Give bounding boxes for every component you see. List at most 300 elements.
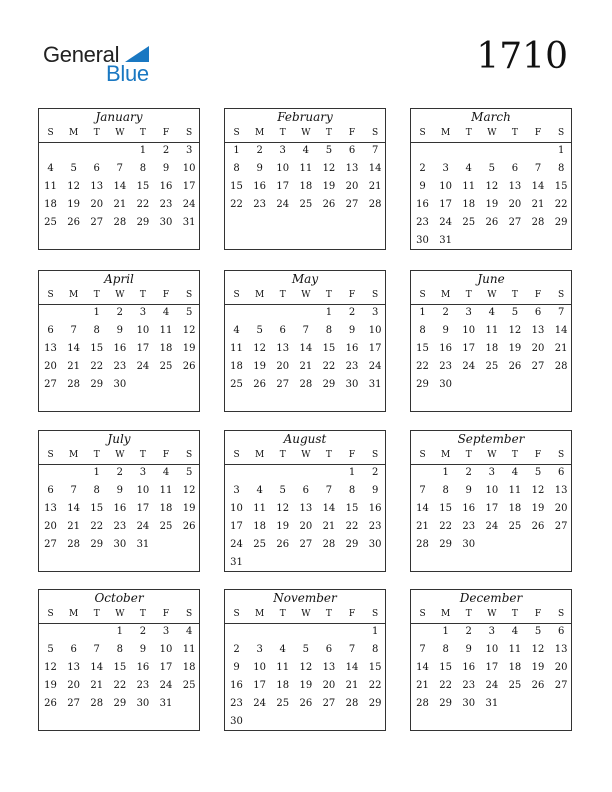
day-number: 18 [508,503,522,514]
week-row [225,307,385,325]
day-number: 13 [299,503,313,514]
month-name: April [104,272,134,286]
day-number: 7 [419,644,426,655]
day-number: 12 [44,662,57,673]
day-number: 23 [462,521,476,532]
day-number: 22 [439,521,452,532]
day-number: 30 [136,698,150,709]
day-number: 22 [322,361,336,372]
day-number: 26 [253,379,266,390]
day-number: 16 [113,343,127,354]
week-row [225,163,385,181]
day-number: 18 [159,503,173,514]
weekday-header-row [39,450,199,465]
weekday-label: F [534,450,542,460]
weekday-label: F [162,609,170,619]
day-number: 21 [299,361,313,372]
weekday-label: S [47,290,54,300]
day-number: 3 [465,307,472,318]
day-number: 5 [185,307,193,318]
day-number: 29 [416,379,429,390]
day-number: 4 [465,163,472,174]
day-number: 15 [136,181,150,192]
day-number: 26 [322,199,336,210]
day-number: 3 [139,307,147,318]
day-number: 25 [276,698,290,709]
day-number: 28 [416,539,429,550]
day-number: 2 [116,307,124,318]
week-row [411,145,571,163]
week-row [411,217,571,235]
day-number: 30 [462,539,476,550]
weekday-label: T [93,450,100,460]
day-number: 28 [67,379,80,390]
month-april [38,270,200,412]
weekday-label: S [186,128,193,138]
day-number: 18 [462,199,476,210]
weekday-label: T [465,290,472,300]
day-number: 24 [253,698,266,709]
day-number: 11 [485,325,499,336]
day-number: 16 [462,503,476,514]
day-number: 28 [113,217,127,228]
day-number: 28 [416,698,429,709]
day-number: 9 [465,485,472,496]
day-number: 11 [299,163,313,174]
day-number: 15 [439,503,452,514]
weekday-header-row [39,609,199,624]
day-number: 23 [253,199,266,210]
day-number: 25 [44,217,57,228]
day-number: 4 [185,626,193,637]
day-number: 15 [368,662,382,673]
day-number: 26 [531,521,545,532]
weekday-label: T [93,609,100,619]
weekday-label: T [139,128,146,138]
week-row [225,485,385,503]
week-row [39,539,199,557]
weekday-label: F [348,128,356,138]
day-number: 29 [322,379,336,390]
day-number: 14 [67,503,80,514]
day-number: 17 [485,503,499,514]
weekday-label: M [441,609,451,619]
day-number: 6 [302,485,310,496]
week-row [39,698,199,716]
weekday-label: T [279,128,286,138]
day-number: 10 [159,644,173,655]
weekday-label: S [233,290,240,300]
day-number: 22 [230,199,243,210]
week-row [225,467,385,485]
weekday-header-row [225,450,385,465]
week-row [39,503,199,521]
day-number: 22 [345,521,359,532]
weekday-header-row [411,609,571,624]
week-row [39,644,199,662]
day-number: 29 [439,539,452,550]
weekday-label: S [186,290,193,300]
day-number: 13 [554,485,568,496]
day-number: 9 [162,163,170,174]
day-number: 5 [325,145,333,156]
day-number: 1 [442,626,449,637]
weekday-label: S [419,450,426,460]
day-number: 19 [531,662,545,673]
month-name: September [457,432,525,446]
day-number: 24 [485,521,499,532]
day-number: 12 [531,485,545,496]
day-number: 24 [485,680,499,691]
day-number: 8 [116,644,124,655]
day-number: 18 [182,662,196,673]
day-number: 8 [419,325,426,336]
month-name: August [283,432,327,446]
day-number: 16 [345,343,359,354]
day-number: 12 [299,662,313,673]
day-number: 20 [554,503,568,514]
week-row [225,145,385,163]
week-row [39,181,199,199]
day-number: 26 [299,698,313,709]
day-number: 24 [276,199,290,210]
day-number: 7 [93,644,100,655]
weekday-label: T [325,290,332,300]
day-number: 2 [233,644,240,655]
day-number: 3 [162,626,170,637]
day-number: 10 [253,662,266,673]
day-number: 22 [90,361,104,372]
weekday-label: F [162,290,170,300]
week-row [411,467,571,485]
weekday-header-row [411,290,571,305]
week-row [225,716,385,734]
day-number: 6 [93,163,100,174]
day-number: 8 [93,485,100,496]
day-number: 3 [139,467,147,478]
day-number: 4 [162,307,170,318]
day-number: 1 [93,467,100,478]
day-number: 16 [136,662,150,673]
day-number: 23 [368,521,382,532]
day-number: 9 [371,485,379,496]
day-number: 10 [182,163,196,174]
weekday-label: T [139,290,146,300]
day-number: 30 [345,379,359,390]
weekday-label: F [348,609,356,619]
day-number: 17 [462,343,476,354]
week-row [225,626,385,644]
day-number: 13 [508,181,522,192]
day-number: 17 [159,662,173,673]
month-december [410,589,572,731]
logo-text-blue: Blue [106,61,149,86]
day-number: 19 [253,361,266,372]
day-number: 14 [322,503,336,514]
day-number: 13 [276,343,290,354]
week-row [225,325,385,343]
day-number: 7 [70,485,77,496]
day-number: 22 [90,521,104,532]
week-row [411,503,571,521]
day-number: 30 [439,379,452,390]
week-row [39,467,199,485]
weekday-label: F [348,450,356,460]
day-number: 23 [462,680,476,691]
day-number: 26 [67,217,80,228]
day-number: 12 [182,325,196,336]
day-number: 17 [485,662,499,673]
day-number: 15 [113,662,127,673]
day-number: 7 [534,163,542,174]
weekday-label: T [279,450,286,460]
day-number: 20 [44,361,57,372]
day-number: 3 [488,467,496,478]
weekday-label: T [511,609,518,619]
month-name: July [107,432,131,446]
day-number: 2 [419,163,426,174]
day-number: 7 [325,485,333,496]
day-number: 16 [113,503,127,514]
weekday-label: S [558,128,565,138]
weekday-label: W [301,609,311,619]
day-number: 26 [182,361,196,372]
day-number: 20 [67,680,80,691]
day-number: 7 [419,485,426,496]
day-number: 21 [554,343,568,354]
weekday-header-row [225,128,385,143]
weekday-label: S [47,609,54,619]
day-number: 31 [439,235,452,246]
weekday-label: F [162,450,170,460]
day-number: 5 [256,325,263,336]
day-number: 9 [116,485,124,496]
day-number: 19 [508,343,522,354]
day-number: 15 [416,343,429,354]
weekday-label: S [558,450,565,460]
month-name: January [95,110,143,124]
day-number: 28 [299,379,313,390]
day-number: 21 [345,680,359,691]
day-number: 25 [299,199,313,210]
day-number: 4 [302,145,310,156]
weekday-label: W [115,450,125,460]
day-number: 9 [256,163,263,174]
day-number: 12 [508,325,522,336]
day-number: 18 [230,361,243,372]
day-number: 22 [368,680,382,691]
day-number: 19 [531,503,545,514]
day-number: 29 [554,217,568,228]
day-number: 1 [371,626,379,637]
weekday-label: M [69,128,79,138]
day-number: 11 [182,644,196,655]
day-number: 24 [368,361,382,372]
month-name: May [291,272,319,286]
weekday-label: T [465,609,472,619]
day-number: 25 [253,539,266,550]
weekday-label: S [372,128,379,138]
day-number: 8 [442,485,449,496]
month-name: December [459,591,523,605]
day-number: 18 [299,181,313,192]
day-number: 12 [253,343,266,354]
day-number: 2 [348,307,356,318]
day-number: 4 [233,325,240,336]
day-number: 19 [44,680,57,691]
day-number: 12 [276,503,290,514]
day-number: 26 [44,698,57,709]
brand-logo [43,42,163,88]
day-number: 21 [531,199,545,210]
day-number: 25 [159,361,173,372]
week-row [39,163,199,181]
day-number: 16 [159,181,173,192]
day-number: 14 [345,662,359,673]
day-number: 16 [439,343,452,354]
day-number: 10 [276,163,290,174]
day-number: 13 [90,181,104,192]
weekday-header-row [411,450,571,465]
day-number: 5 [302,644,310,655]
day-number: 9 [419,181,426,192]
day-number: 29 [90,539,104,550]
day-number: 13 [531,325,545,336]
day-number: 8 [325,325,333,336]
week-row [411,307,571,325]
week-row [411,626,571,644]
day-number: 7 [371,145,379,156]
weekday-label: W [115,609,125,619]
weekday-label: S [372,290,379,300]
day-number: 21 [113,199,127,210]
week-row [39,217,199,235]
day-number: 14 [416,662,429,673]
weekday-label: M [255,290,265,300]
day-number: 30 [113,379,127,390]
day-number: 2 [139,626,147,637]
day-number: 4 [488,307,496,318]
month-july [38,430,200,572]
day-number: 2 [371,467,379,478]
day-number: 28 [345,698,359,709]
weekday-label: T [325,609,332,619]
weekday-label: M [69,290,79,300]
day-number: 10 [136,325,150,336]
day-number: 21 [368,181,382,192]
day-number: 2 [256,145,263,156]
day-number: 14 [67,343,80,354]
day-number: 20 [276,361,290,372]
day-number: 31 [136,539,150,550]
month-name: October [94,591,144,605]
day-number: 1 [116,626,124,637]
day-number: 29 [439,698,452,709]
day-number: 19 [485,199,499,210]
weekday-label: W [115,290,125,300]
day-number: 20 [531,343,545,354]
day-number: 27 [322,698,336,709]
day-number: 30 [368,539,382,550]
day-number: 22 [554,199,568,210]
day-number: 21 [416,521,429,532]
day-number: 1 [419,307,426,318]
week-row [225,662,385,680]
day-number: 17 [136,343,150,354]
day-number: 9 [442,325,449,336]
week-row [411,325,571,343]
day-number: 6 [511,163,519,174]
day-number: 7 [70,325,77,336]
day-number: 11 [508,485,522,496]
week-row [39,379,199,397]
weekday-label: S [233,128,240,138]
weekday-label: W [487,128,497,138]
day-number: 12 [67,181,80,192]
weekday-label: S [419,290,426,300]
day-number: 6 [325,644,333,655]
day-number: 23 [345,361,359,372]
day-number: 23 [136,680,150,691]
month-may [224,270,386,412]
week-row [225,343,385,361]
weekday-header-row [225,609,385,624]
day-number: 30 [113,539,127,550]
day-number: 25 [182,680,196,691]
day-number: 5 [511,307,519,318]
day-number: 11 [462,181,476,192]
weekday-header-row [411,128,571,143]
weekday-label: S [186,609,193,619]
day-number: 14 [90,662,104,673]
day-number: 21 [90,680,104,691]
day-number: 27 [554,680,568,691]
weekday-label: T [511,290,518,300]
day-number: 11 [230,343,243,354]
day-number: 27 [67,698,80,709]
day-number: 26 [276,539,290,550]
day-number: 24 [230,539,243,550]
day-number: 3 [256,644,263,655]
month-august [224,430,386,572]
week-row [411,199,571,217]
week-row [225,698,385,716]
day-number: 19 [67,199,80,210]
weekday-label: T [511,128,518,138]
day-number: 7 [116,163,124,174]
day-number: 23 [159,199,173,210]
day-number: 13 [554,644,568,655]
week-row [225,557,385,575]
day-number: 21 [67,521,80,532]
day-number: 24 [136,521,150,532]
day-number: 4 [162,467,170,478]
week-row [39,485,199,503]
week-row [39,521,199,539]
month-february [224,108,386,250]
day-number: 27 [531,361,545,372]
day-number: 10 [462,325,476,336]
day-number: 28 [67,539,80,550]
day-number: 2 [465,626,472,637]
week-row [411,163,571,181]
week-row [411,644,571,662]
day-number: 18 [508,662,522,673]
weekday-label: S [558,290,565,300]
day-number: 15 [90,343,104,354]
day-number: 26 [508,361,522,372]
day-number: 31 [182,217,196,228]
